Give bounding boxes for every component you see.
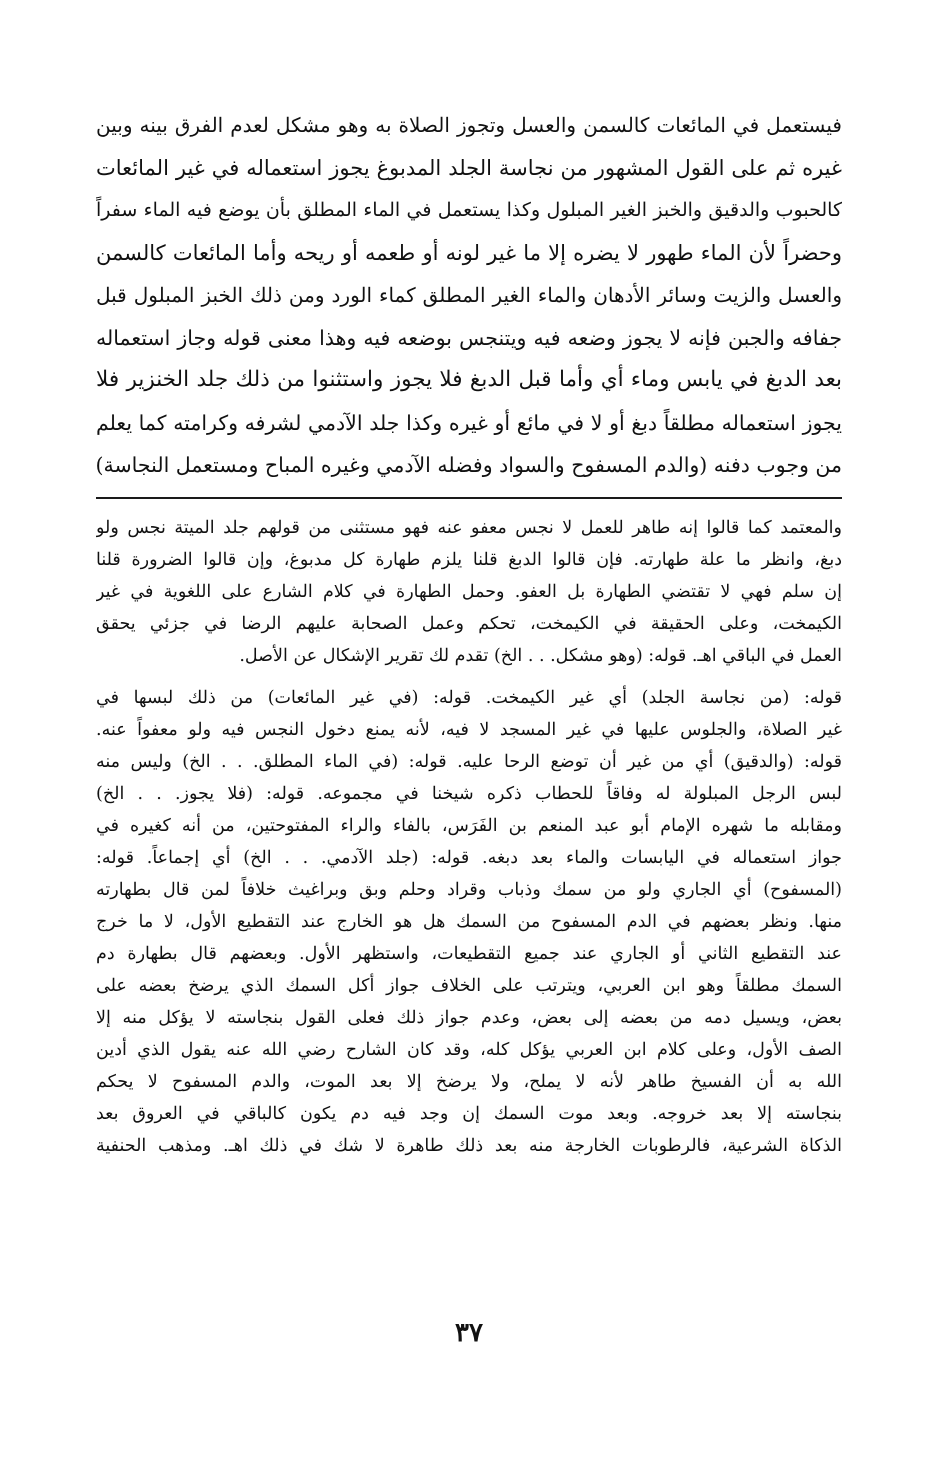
commentary-line: بنجاسته إلا بعد خروجه. وبعد موت السمك إن وجد فيه دم يكون كالباقي في العروق بعد (96, 1104, 842, 1124)
commentary-line: دبغ، وانظر ما علة طهارته. فإن قالوا الدبغ قلنا يلزم طهارة كل مدبوغ، وإن قالوا الضرورة قلنا (96, 550, 842, 570)
main-text-line: جفافه والجبن فإنه لا يجوز وضعه فيه ويتنجس بوضعه فيه وهذا معنى قوله وجاز استعماله (96, 325, 842, 350)
commentary-line: العمل في الباقي اهـ. قوله: (وهو مشكل. . . الخ) تقدم لك تقرير الإشكال عن الأصل. (239, 646, 842, 666)
commentary-line: غير الصلاة، والجلوس عليها في غير المسجد لا فيه، لأنه يمنع دخول النجس فيه ولو معفواً عنه. (96, 720, 842, 740)
commentary-paragraph-1 (96, 512, 842, 672)
commentary-line: (المسفوح) أي الجاري ولو من سمك وذباب وقراد وحلم وبق وبراغيث خلافاً لمن قال بطهارته (96, 880, 842, 900)
main-text-line: والعسل والزيت وسائر الأدهان والماء الغير المطلق كماء الورد ومن ذلك الخبز المبلول قبل (96, 283, 842, 307)
commentary-line: عند التقطيع الثاني أو الجاري عند جميع التقطيعات، واستظهر الأول. وبعضهم قال بطهارة دم (96, 944, 842, 964)
page-number: ٣٧ (455, 1318, 483, 1348)
commentary-line: قوله: (من نجاسة الجلد) أي غير الكيمخت. قوله: (في غير المائعات) من ذلك لبسها في (96, 688, 842, 708)
commentary-line: ومقابله ما شهره الإمام أبو عبد المنعم بن الفَرَس، بالفاء والراء المفتوحتين، من أنه كغيره في (96, 816, 842, 836)
main-text-line: من وجوب دفنه (والدم المسفوح والسواد وفضله الآدمي وغيره المباح ومستعمل النجاسة) (96, 453, 842, 477)
commentary-line: لبس الرجل المبلولة له وفاقاً للحطاب ذكره شيخنا في مجموعه. قوله: (فلا يجوز. . . الخ) (96, 784, 842, 804)
main-text-line: وحضراً لأن الماء طهور لا يضره إلا ما غير لونه أو طعمه أو ريحه وأما المائعات كالسمن (96, 240, 842, 265)
commentary-line: الكيمخت، وعلى الحقيقة في الكيمخت، تحكم وعمل الصحابة عليهم الرضا في جزئي يحقق (96, 614, 842, 634)
main-text-line: كالحبوب والدقيق والخبز الغير المبلول وكذا يستعمل في الماء المطلق بأن يوضع فيه الماء سفراً (96, 199, 842, 221)
commentary-paragraph-2 (96, 682, 842, 1162)
main-text-line: فيستعمل في المائعات كالسمن والعسل وتجوز الصلاة به وهو مشكل لعدم الفرق بينه وبين (96, 113, 842, 137)
main-text-block (96, 104, 842, 487)
commentary-line: والمعتمد كما قالوا إنه طاهر للعمل لا نجس معفو عنه فهو مستثنى من قولهم جلد الميتة نجس ولو (96, 518, 842, 538)
main-text-line: يجوز استعماله مطلقاً دبغ أو لا في مائع أو غيره وكذا جلد الآدمي لشرفه وكرامته كما يعلم (96, 410, 842, 435)
commentary-line: بعض، ويسيل دمه من بعضه إلى بعض، وعدم جواز ذلك فعلى القول بنجاسته لا يؤكل منه إلا (96, 1008, 842, 1028)
commentary-block (96, 512, 842, 1162)
commentary-line: منها. ونظر بعضهم في الدم المسفوح من السمك هل هو الخارج عند التقطيع الأول، لا ما خرج (96, 912, 842, 932)
commentary-line: الذكاة الشرعية، فالرطوبات الخارجة منه بعد ذلك طاهرة لا شك في ذلك اهـ. ومذهب الحنفية (96, 1136, 842, 1156)
commentary-line: الصف الأول، وعلى كلام ابن العربي يؤكل كله، وقد كان الشارح رضي الله عنه يقول الذي أدين (96, 1040, 842, 1060)
paragraph-gap (96, 672, 842, 682)
commentary-line: قوله: (والدقيق) أي من غير أن توضع الرحا عليه. قوله: (في الماء المطلق. . . الخ) وليس منه (96, 752, 842, 772)
commentary-line: السمك مطلقاً وهو ابن العربي، ويترتب على الخلاف جواز أكل السمك الذي يرضخ بعضه على (96, 976, 842, 996)
commentary-line: الله به أن الفسيخ طاهر لأنه لا يملح، ولا يرضخ إلا بعد الموت، والدم المسفوح لا يحكم (96, 1072, 842, 1092)
commentary-line: إن سلم فهي لا تقتضي الطهارة بل العفو. وحمل الطهارة في كلام الشارع على اللغوية في غير (96, 582, 842, 602)
main-text-line: غيره ثم على القول المشهور من نجاسة الجلد المدبوغ يجوز استعماله في غير المائعات (96, 155, 842, 180)
main-text-line: بعد الدبغ في يابس وماء أي وأما قبل الدبغ فلا يجوز واستثنوا من ذلك جلد الخنزير فلا (96, 367, 842, 392)
section-divider (96, 497, 842, 499)
commentary-line: جواز استعماله في اليابسات والماء بعد دبغه. قوله: (جلد الآدمي. . . الخ) أي إجماعاً. قوله: (96, 848, 842, 868)
